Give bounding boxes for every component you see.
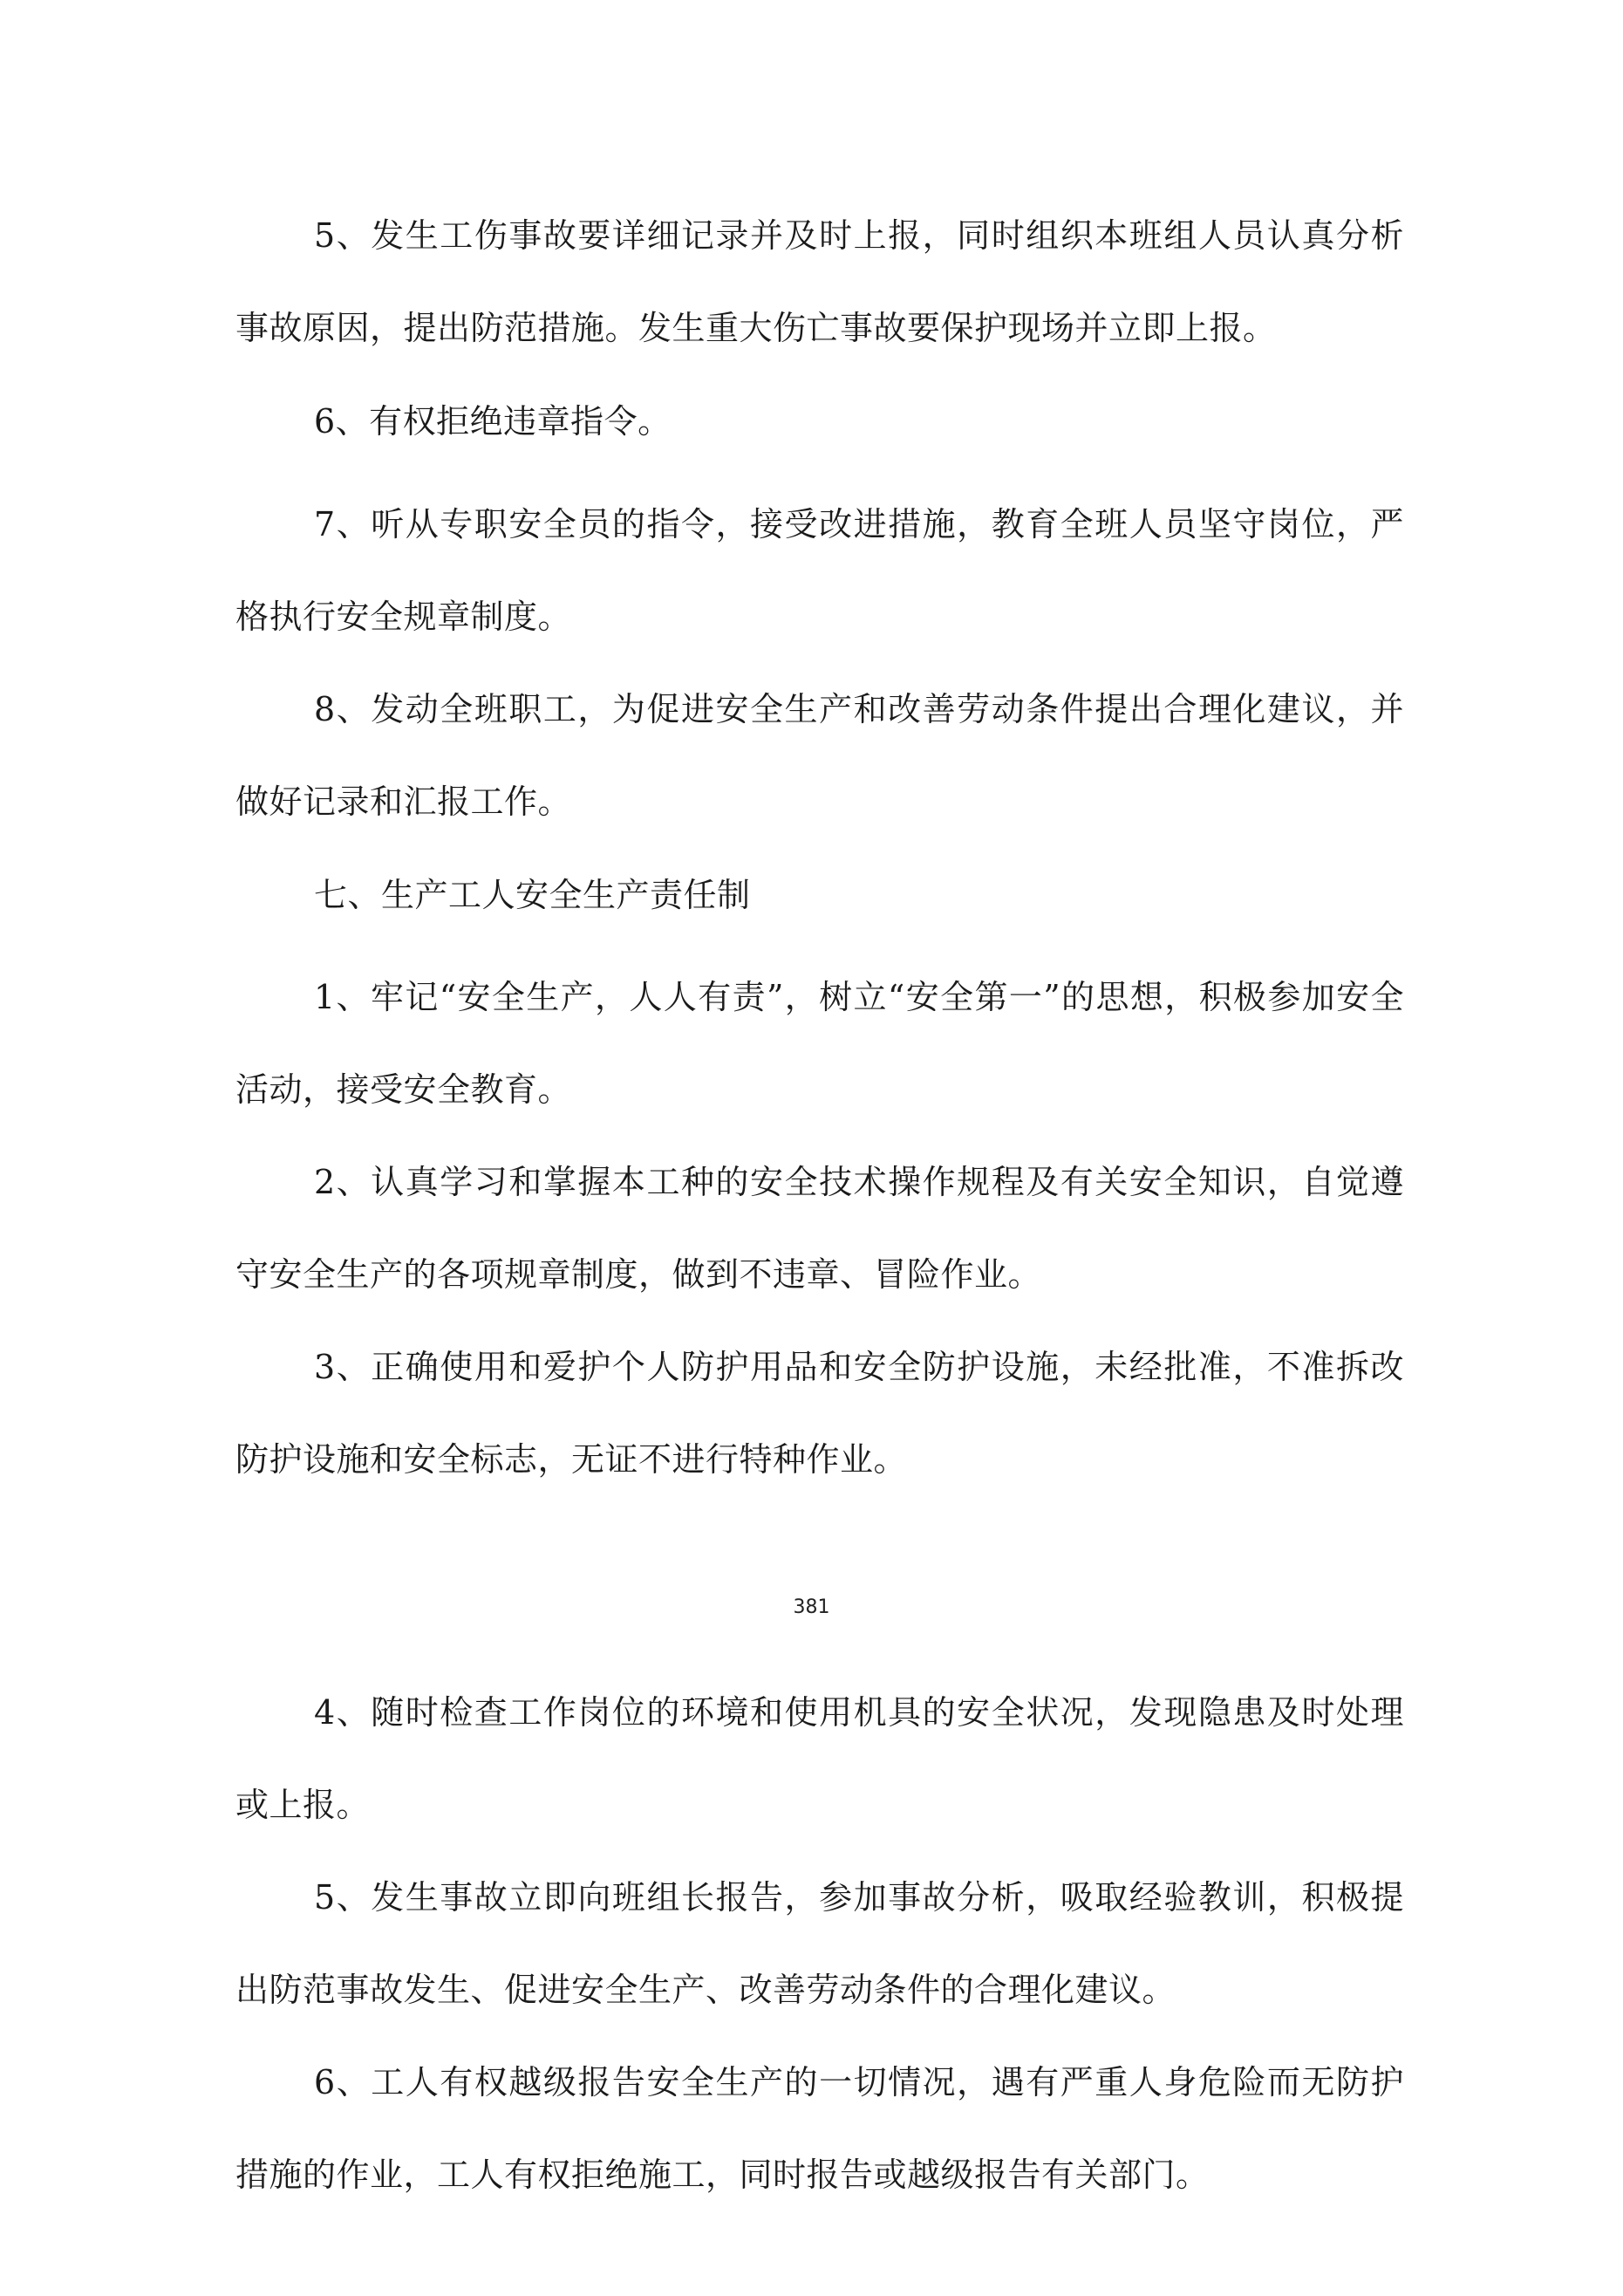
paragraph-learn-procedures: 2、认真学习和掌握本工种的安全技术操作规程及有关安全知识，自觉遵守安全生产的各项规章制度，做到不违章、冒险作业。 [235, 1163, 1404, 1294]
paragraph-remember-safety: 1、牢记“安全生产，人人有责”，树立“安全第一”的思想，积极参加安全活动，接受安全教育。 [235, 978, 1404, 1109]
paragraph-right-to-report: 6、工人有权越级报告安全生产的一切情况，遇有严重人身危险而无防护措施的作业，工人有权拒绝施工，同时报告或越级报告有关部门。 [235, 2063, 1404, 2194]
paragraph-report-accidents: 5、发生事故立即向班组长报告，参加事故分析，吸取经验教训，积极提出防范事故发生、促进安全生产、改善劳动条件的合理化建议。 [235, 1878, 1404, 2009]
page-number: 381 [793, 1596, 830, 1618]
section-heading: 七、生产工人安全生产责任制 [314, 876, 751, 914]
paragraph-refuse-violations: 6、有权拒绝违章指令。 [314, 402, 672, 441]
paragraph-protective-equipment: 3、正确使用和爱护个人防护用品和安全防护设施，未经批准，不准拆改防护设施和安全标志，无证不进行特种作业。 [235, 1348, 1404, 1479]
paragraph-mobilize-staff: 8、发动全班职工，为促进安全生产和改善劳动条件提出合理化建议，并做好记录和汇报工作。 [235, 690, 1404, 821]
paragraph-follow-safety-officer: 7、听从专职安全员的指令，接受改进措施，教育全班人员坚守岗位，严格执行安全规章制度。 [235, 505, 1404, 636]
paragraph-inspect-workplace: 4、随时检查工作岗位的环境和使用机具的安全状况，发现隐患及时处理或上报。 [235, 1693, 1404, 1824]
paragraph-accident-reporting: 5、发生工伤事故要详细记录并及时上报，同时组织本班组人员认真分析事故原因，提出防范措施。发生重大伤亡事故要保护现场并立即上报。 [235, 216, 1404, 347]
